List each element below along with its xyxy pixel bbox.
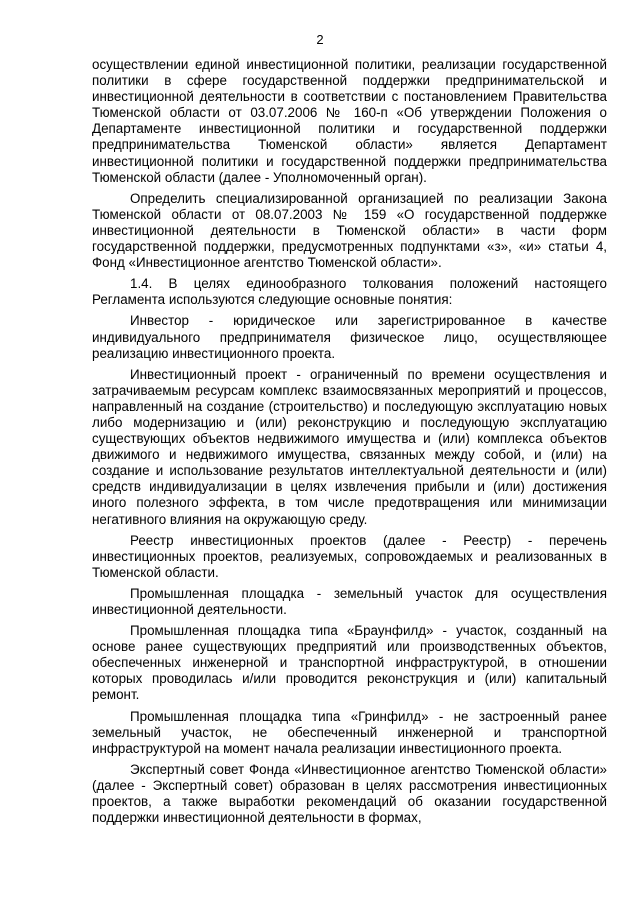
paragraph-investor: Инвестор - юридическое или зарегистрированное в качестве индивидуального предпринимателя физическое лицо, осуществляющее реализацию инвестиционного проекта. [92,313,607,361]
paragraph-greenfield: Промышленная площадка типа «Гринфилд» - не застроенный ранее земельный участок, не обеспеченный инженерной и транспортной инфраструктурой на момент начала реализации инвестиционного проекта. [92,708,607,756]
paragraph-investment-project: Инвестиционный проект - ограниченный по времени осуществления и затрачиваемым ресурсам комплекс взаимосвязанных мероприятий и процессов, направленный на создание (строительство) и последующую эксплуатацию новых либо модернизацию и (или) реконструкцию и последующую эксплуатацию существующих объектов недвижимого имущества и (или) комплекса объектов движимого и недвижимого имущества, связанных между собой, и (или) на создание и использование результатов интеллектуальной деятельности и (или) средств индивидуализации в целях извлечения прибыли и (или) достижения иного полезного эффекта, в том числе предотвращения или минимизации негативного влияния на окружающую среду. [92,366,607,527]
paragraph-specialized-organization: Определить специализированной организацией по реализации Закона Тюменской области от 08.07.2003 № 159 «О государственной поддержке инвестиционной деятельности в Тюменской области» в части форм государственной поддержки, предусмотренных подпунктами «з», «и» статьи 4, Фонд «Инвестиционное агентство Тюменской области». [92,190,607,271]
paragraph-expert-council: Экспертный совет Фонда «Инвестиционное агентство Тюменской области» (далее - Экспертный совет) образован в целях рассмотрения инвестиционных проектов, а также выработки рекомендаций об оказании государственной поддержки инвестиционной деятельности в формах, [92,761,607,826]
document-body [92,57,607,826]
paragraph-continuation: осуществлении единой инвестиционной политики, реализации государственной политики в сфере государственной поддержки предпринимательской и инвестиционной деятельности в соответствии с постановлением Правительства Тюменской области от 03.07.2006 № 160-п «Об утверждении Положения о Департаменте инвестиционной политики и государственной поддержки предпринимательства Тюменской области» является Департамент инвестиционной политики и государственной поддержки предпринимательства Тюменской области (далее - Уполномоченный орган). [92,57,607,185]
paragraph-brownfield: Промышленная площадка типа «Браунфилд» - участок, созданный на основе ранее существующих предприятий или производственных объектов, обеспеченных инженерной и транспортной инфраструктурой, в отношении которых проводилась и/или проводится реконструкция и (или) капитальный ремонт. [92,623,607,703]
paragraph-industrial-site: Промышленная площадка - земельный участок для осуществления инвестиционной деятельности. [92,585,607,617]
paragraph-project-registry: Реестр инвестиционных проектов (далее - Реестр) - перечень инвестиционных проектов, реализуемых, сопровождаемых и реализованных в Тюменской области. [92,532,607,580]
page-number: 2 [316,32,324,47]
paragraph-definitions-intro: 1.4. В целях единообразного толкования положений настоящего Регламента используются следующие основные понятия: [92,276,607,308]
